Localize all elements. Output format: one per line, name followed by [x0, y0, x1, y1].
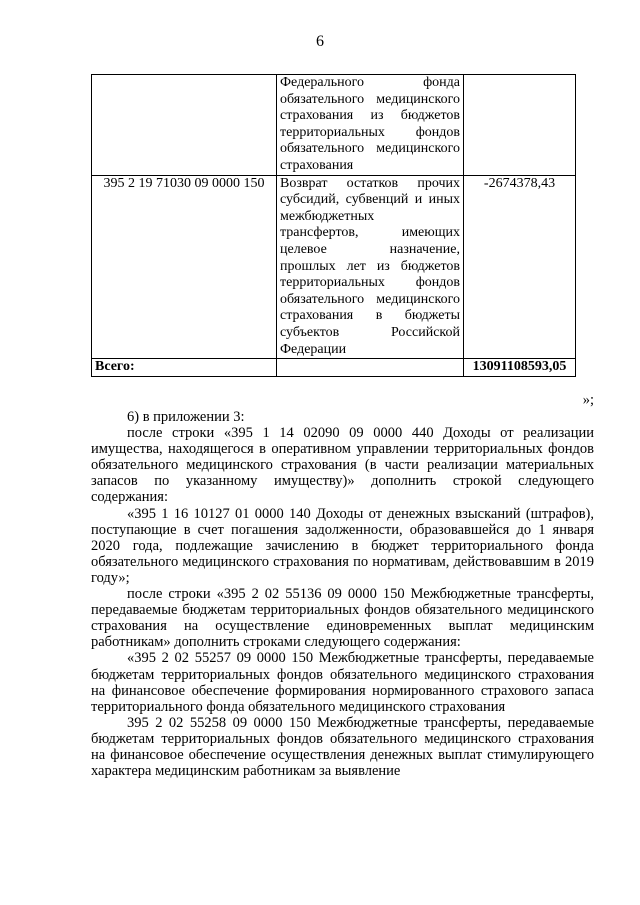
total-amount: 13091108593,05: [464, 359, 576, 377]
name-line: прошлых лет из бюджетов: [280, 258, 460, 274]
table-row: [92, 175, 576, 359]
budget-table: [91, 74, 576, 377]
name-line: Федерации: [280, 341, 347, 357]
page-number: 6: [316, 33, 324, 50]
total-label: Всего:: [92, 359, 277, 377]
paragraph: 395 2 02 55258 09 0000 150 Межбюджетные трансферты, передаваемые бюджетам территориальных фондов обязательного медицинского страхования на финансовое обеспечение осуществления денежных выплат стимулирующего характера медицинским работникам за выявление: [91, 714, 594, 780]
classification-code-cell: [92, 75, 277, 176]
name-line: субъектов Российской: [280, 324, 460, 340]
total-row: [92, 359, 576, 377]
name-line: страхования в бюджеты: [280, 308, 460, 324]
amount-cell: -2674378,43: [464, 175, 576, 359]
amount-cell: [464, 75, 576, 176]
name-line: субсидий, субвенций и иных: [280, 192, 460, 208]
name-line: страхования из бюджетов: [280, 108, 460, 124]
classification-code-cell: 395 2 19 71030 09 0000 150: [92, 175, 277, 359]
paragraph: после строки «395 2 02 55136 09 0000 150 Межбюджетные трансферты, передаваемые бюджетам территориальных фондов обязательного медицинского страхования на осуществление единовременных выплат медицинским работникам» дополнить строками следующего содержания:: [91, 586, 594, 651]
paragraph: 6) в приложении 3:: [127, 409, 245, 425]
document-body: [91, 409, 594, 779]
name-line: Возврат остатков прочих: [280, 175, 460, 191]
name-line: страхования: [280, 157, 354, 173]
name-line: целевое назначение,: [280, 241, 460, 257]
paragraph: «395 2 02 55257 09 0000 150 Межбюджетные трансферты, передаваемые бюджетам территориальных фондов обязательного медицинского страхования на финансовое обеспечение формирования нормированного страхового запаса территориального фонда обязательного медицинского страхования: [91, 650, 594, 715]
name-line: трансфертов, имеющих: [280, 225, 460, 241]
name-line: обязательного медицинского: [280, 141, 460, 157]
name-line: Федерального фонда: [280, 75, 460, 90]
name-line: территориальных фондов: [280, 275, 460, 291]
paragraph: «395 1 16 10127 01 0000 140 Доходы от денежных взысканий (штрафов), поступающие в счет погашения задолженности, образовавшейся до 1 января 2020 года, подлежащие зачислению в бюджет территориального фонда обязательного медицинского страхования по нормативам, действовавшим в 2019 году»;: [91, 505, 594, 586]
name-line: обязательного медицинского: [280, 291, 460, 307]
paragraph: после строки «395 1 14 02090 09 0000 440 Доходы от реализации имущества, находящегося в оперативном управлении территориальных фондов обязательного медицинского страхования (в части реализации материальных запасов по указанному имуществу)» дополнить строкой следующего содержания:: [91, 425, 594, 506]
table-row: [92, 75, 576, 176]
name-line: межбюджетных: [280, 208, 375, 224]
revenue-name-cell: [277, 175, 464, 359]
total-empty-cell: [277, 359, 464, 377]
closing-quote: »;: [582, 392, 594, 408]
name-line: обязательного медицинского: [280, 91, 460, 107]
revenue-name-cell: [277, 75, 464, 176]
name-line: территориальных фондов: [280, 124, 460, 140]
